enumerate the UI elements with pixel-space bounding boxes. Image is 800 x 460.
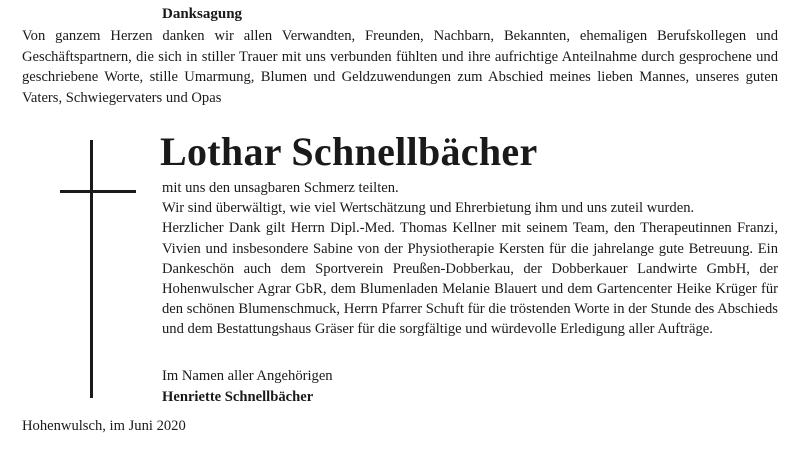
notice-title: Danksagung — [162, 6, 243, 22]
place-date: Hohenwulsch, im Juni 2020 — [22, 418, 186, 434]
intro-paragraph: Von ganzem Herzen danken wir allen Verwandten, Freunden, Nachbarn, Bekannten, ehemaligen Berufskollegen und Geschäftspartnern, die sich in stiller Trauer mit uns verbunden fühlten und ihre aufrichtige Anteilnahme durch gesprochene und geschriebene Worte, stille Umarmung, Blumen und Geldzuwendungen zum Abschied meines lieben Mannes, unseres guten Vaters, Schwiegervaters und Opas — [22, 28, 778, 106]
cross-icon — [60, 140, 136, 398]
deceased-name: Lothar Schnellbächer — [160, 129, 538, 174]
thanks-paragraph: Herzlicher Dank gilt Herrn Dipl.-Med. Thomas Kellner mit seinem Team, den Therapeutinnen Franzi, Vivien und insbesondere Sabine von der Physiotherapie Kersten für die jahrelange gute Betreuung. Ein Dankeschön auch dem Sportverein Preußen-Dobberkau, der Dobberkauer Landwirte GmbH, der Hohenwulscher Agrar GbR, dem Blumenladen Melanie Blauert und dem Gartencenter Heike Krüger für den schönen Blumenschmuck, Herrn Pfarrer Schuft für die tröstenden Worte in der Stunde des Abschieds und dem Bestattungshaus Gräser für die sorgfältige und würdevolle Erledigung aller Aufträge. — [162, 220, 778, 338]
overwhelmed-line: Wir sind überwältigt, wie viel Wertschätzung und Ehrerbietung ihm und uns zuteil wurden. — [162, 200, 695, 217]
signature-block — [162, 366, 333, 407]
thanks-body — [162, 178, 778, 340]
signature-name: Henriette Schnellbächer — [162, 388, 314, 405]
cross-horizontal-bar — [60, 190, 136, 193]
shared-pain-line: mit uns den unsagbaren Schmerz teilten. — [162, 180, 399, 196]
cross-vertical-bar — [90, 140, 93, 398]
signature-intro: Im Namen aller Angehörigen — [162, 368, 333, 384]
